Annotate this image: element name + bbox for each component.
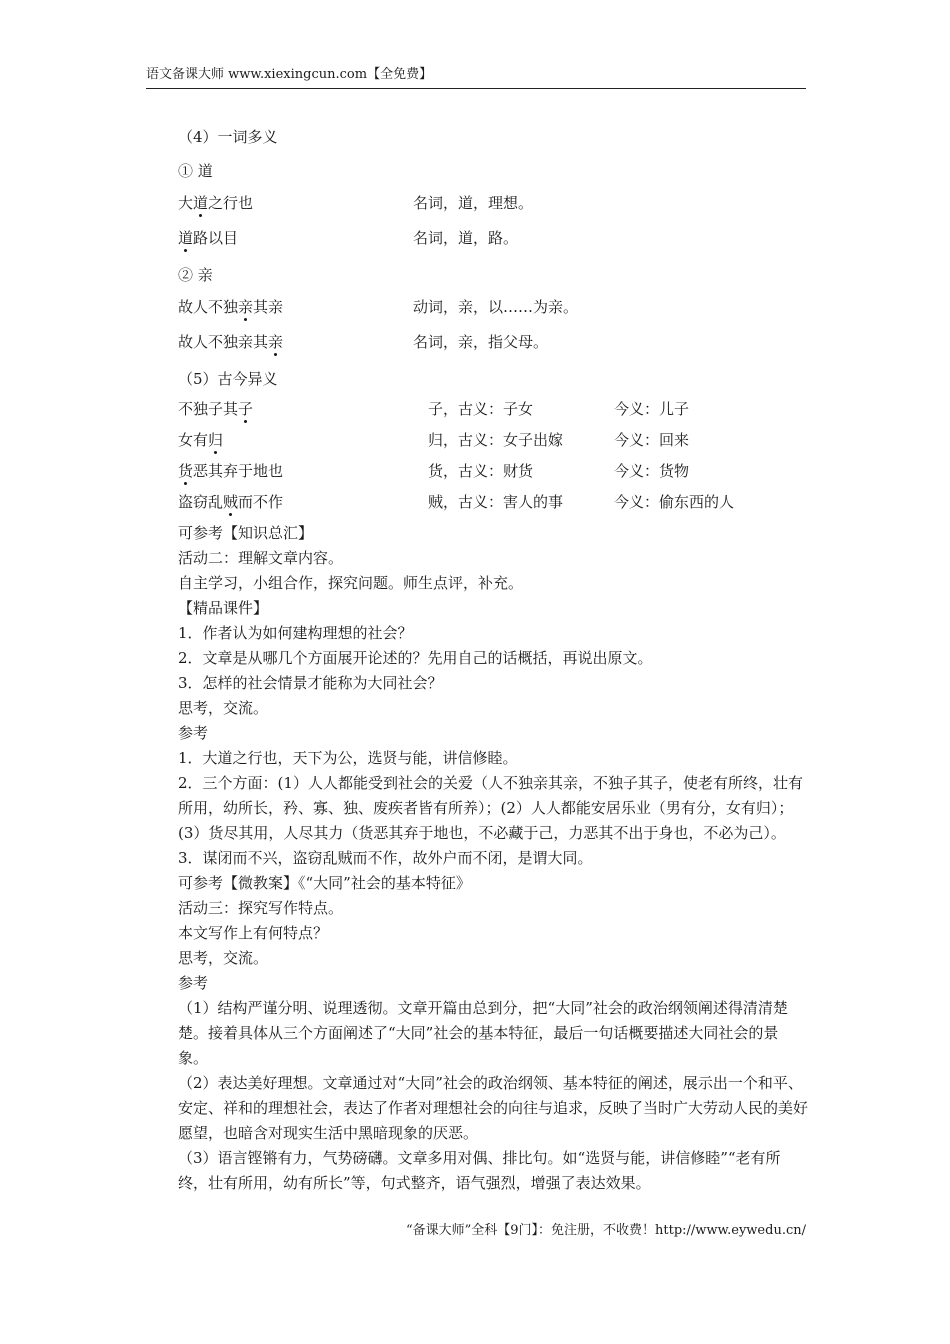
- section4-sub1: ① 道: [178, 162, 213, 180]
- modern-meaning: 今义：回来: [614, 431, 690, 449]
- definition: 名词，亲，指父母。: [413, 333, 549, 351]
- section4-sub2: ② 亲: [178, 266, 213, 284]
- example-row: 故人不独亲其亲: [178, 298, 284, 316]
- header-text: 语文备课大师 www.xiexingcun.com【全免费】: [146, 67, 433, 82]
- text-line: 自主学习，小组合作，探究问题。师生点评，补充。: [178, 574, 524, 592]
- paragraph: （2）表达美好理想。文章通过对“大同”社会的政治纲领、基本特征的阐述，展示出一个和平、安定、祥和的理想社会，表达了作者对理想社会的向往与追求，反映了当时广大劳动人民的美好愿望，也暗含对现实生活中黑暗现象的厌恶。: [178, 1074, 809, 1142]
- text-line: 参考: [178, 724, 209, 742]
- definition: 名词，道，路。: [413, 229, 519, 247]
- example-row: 不独子其子: [178, 400, 254, 418]
- modern-meaning: 今义：货物: [614, 462, 690, 480]
- example-row: 道路以目: [178, 229, 239, 247]
- text-line: 3．谋闭而不兴，盗窃乱贼而不作，故外户而不闭，是谓大同。: [178, 849, 593, 867]
- text-line: 可参考【微教案】《“大同”社会的基本特征》: [178, 874, 471, 892]
- page-header: [146, 64, 806, 89]
- example-row: 大道之行也: [178, 194, 254, 212]
- text-line: 2．文章是从哪几个方面展开论述的？先用自己的话概括，再说出原文。: [178, 649, 653, 667]
- text-line: 参考: [178, 974, 209, 992]
- section4-title: （4）一词多义: [178, 128, 278, 146]
- text-line: 活动三：探究写作特点。: [178, 899, 344, 917]
- ancient-meaning: 归，古义：女子出嫁: [428, 431, 564, 449]
- paragraph: （3）语言铿锵有力，气势磅礴。文章多用对偶、排比句。如“选贤与能，讲信修睦”“老有所终，壮有所用，幼有所长”等，句式整齐，语气强烈，增强了表达效果。: [178, 1149, 781, 1192]
- paragraph: （1）结构严谨分明、说理透彻。文章开篇由总到分，把“大同”社会的政治纲领阐述得清清楚楚。接着具体从三个方面阐述了“大同”社会的基本特征，最后一句话概要描述大同社会的景象。: [178, 999, 788, 1067]
- text-line: 可参考【知识总汇】: [178, 524, 314, 542]
- footer-text: “备课大师”全科【9门】：免注册，不收费！http://www.eywedu.cn/: [405, 1223, 806, 1238]
- ancient-meaning: 货，古义：财货: [428, 462, 534, 480]
- section5-title: （5）古今异义: [178, 370, 278, 388]
- text-line: 本文写作上有何特点？: [178, 924, 329, 942]
- definition: 名词，道，理想。: [413, 194, 534, 212]
- text-line: 思考，交流。: [178, 699, 269, 717]
- text-line: 【精品课件】: [178, 599, 269, 617]
- example-row: 故人不独亲其亲: [178, 333, 284, 351]
- definition: 动词，亲，以……为亲。: [413, 298, 579, 316]
- modern-meaning: 今义：偷东西的人: [614, 493, 735, 511]
- text-line: 活动二：理解文章内容。: [178, 549, 344, 567]
- ancient-meaning: 子，古义：子女: [428, 400, 534, 418]
- example-row: 货恶其弃于地也: [178, 462, 284, 480]
- example-row: 盗窃乱贼而不作: [178, 493, 284, 511]
- page-footer: [406, 1221, 806, 1241]
- ancient-meaning: 贼，古义：害人的事: [428, 493, 564, 511]
- paragraph: 2．三个方面：(1）人人都能受到社会的关爱（人不独亲其亲，不独子其子，使老有所终，壮有所用，幼所长，矜、寡、独、废疾者皆有所养）；(2）人人都能安居乐业（男有分，女有归）；(3）货尽其用，人尽其力（货恶其弃于地也，不必藏于己，力恶其不出于身也，不必为己）。: [178, 774, 803, 842]
- text-line: 1．大道之行也，天下为公，选贤与能，讲信修睦。: [178, 749, 518, 767]
- example-row: 女有归: [178, 431, 224, 449]
- modern-meaning: 今义：儿子: [614, 400, 690, 418]
- text-line: 3．怎样的社会情景才能称为大同社会？: [178, 674, 443, 692]
- text-line: 1．作者认为如何建构理想的社会？: [178, 624, 413, 642]
- text-line: 思考，交流。: [178, 949, 269, 967]
- activity-section: [178, 521, 808, 1196]
